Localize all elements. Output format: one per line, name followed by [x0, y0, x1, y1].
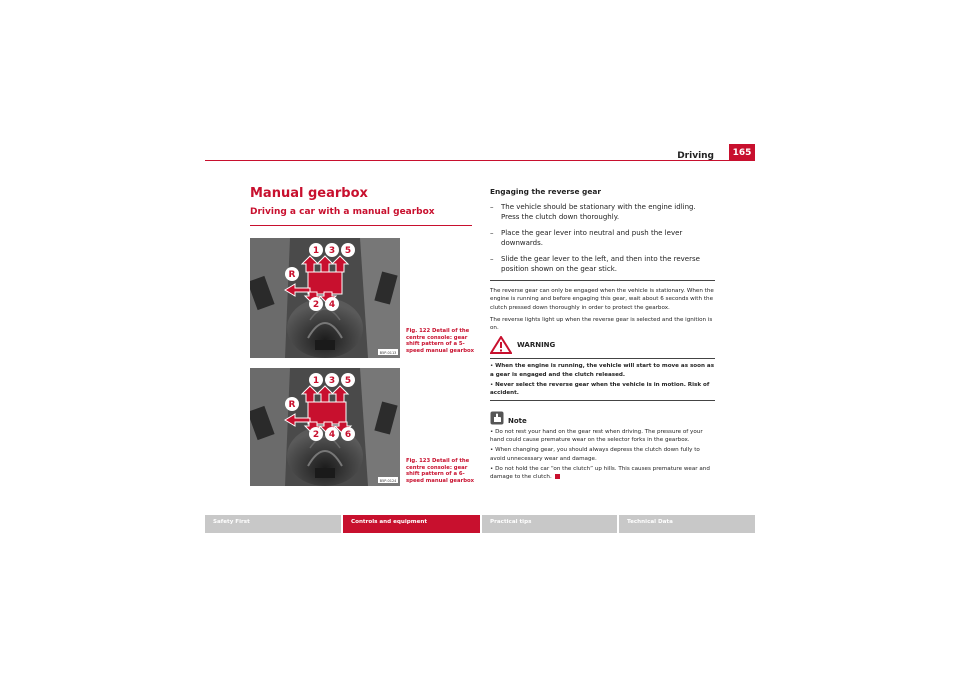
bullet-marker: •	[490, 447, 494, 454]
note-item	[490, 428, 715, 445]
warning-triangle-icon	[490, 336, 512, 354]
section-divider	[490, 280, 715, 281]
note-header	[490, 411, 715, 425]
figure-5-speed-caption: Fig. 122 Detail of the centre console: gear shift pattern of a 5-speed manual gearbox	[406, 328, 475, 354]
gear-label-1: 1	[312, 376, 320, 386]
step-dash: –	[490, 229, 494, 237]
footer-tab-safety-first[interactable]: Safety First	[205, 515, 341, 533]
body-paragraph: The reverse lights light up when the reverse gear is selected and the ignition is on.	[490, 316, 713, 332]
step-dash: –	[490, 203, 494, 211]
note-title: Note	[508, 416, 527, 425]
gear-label-3: 3	[328, 246, 336, 256]
gear-label-2: 2	[312, 300, 320, 310]
subheading-rule	[250, 225, 472, 226]
figure-code: B5P-0113	[379, 351, 397, 355]
note-text: When changing gear, you should always depress the clutch down fully to avoid unnecessary wear and damage.	[490, 447, 700, 462]
warning-item	[490, 381, 715, 398]
bullet-marker: •	[490, 363, 494, 370]
figure-6-speed-image	[250, 368, 400, 486]
footer-tab-technical-data[interactable]: Technical Data	[619, 515, 755, 533]
section-subheading: Driving a car with a manual gearbox	[250, 207, 435, 217]
warning-header	[490, 336, 715, 354]
gear-label-r: R	[288, 400, 296, 410]
warning-text: When the engine is running, the vehicle will start to move as soon as a gear is engaged and the clutch released.	[490, 363, 715, 378]
gear-label-6: 6	[344, 430, 352, 440]
footer-tab-practical-tips[interactable]: Practical tips	[482, 515, 617, 533]
page-heading: Manual gearbox	[250, 186, 368, 201]
end-of-section-marker	[555, 474, 560, 479]
gear-label-5: 5	[344, 246, 352, 256]
note-icon	[490, 411, 504, 425]
step-dash: –	[490, 255, 494, 263]
note-item	[490, 465, 715, 482]
gear-label-5: 5	[344, 376, 352, 386]
gear-label-1: 1	[312, 246, 320, 256]
body-paragraph: The reverse gear can only be engaged when the vehicle is stationary. When the engine is running and before engaging this gear, wait about 6 seconds with the clutch pressed down thoroughly in order to protect the gearbox.	[490, 288, 714, 311]
warning-rule-bottom	[490, 400, 715, 401]
note-text: Do not rest your hand on the gear rest when driving. The pressure of your hand could cause premature wear on the selector forks in the gearbox.	[490, 428, 703, 443]
reverse-gear-title: Engaging the reverse gear	[490, 187, 601, 196]
footer-tab-controls-and-equipment[interactable]: Controls and equipment	[343, 515, 480, 533]
figure-code: B5P-0124	[379, 479, 397, 483]
gear-label-r: R	[288, 270, 296, 280]
bullet-marker: •	[490, 382, 494, 389]
bullet-marker: •	[490, 465, 494, 472]
page-number: 165	[729, 144, 755, 161]
note-text: Do not hold the car “on the clutch” up hills. This causes premature wear and damage to the clutch.	[490, 465, 710, 481]
step-text: The vehicle should be stationary with the engine idling. Press the clutch down thoroughly.	[501, 203, 696, 221]
gear-label-4: 4	[328, 430, 336, 440]
step-item	[490, 228, 715, 248]
warning-item	[490, 362, 715, 379]
step-item	[490, 202, 715, 222]
figure-6-speed-caption: Fig. 123 Detail of the centre console: gear shift pattern of a 6-speed manual gearbox	[406, 458, 475, 484]
gear-label-2: 2	[312, 430, 320, 440]
gear-label-4: 4	[328, 300, 336, 310]
bullet-marker: •	[490, 428, 494, 435]
section-title: Driving	[677, 151, 714, 161]
warning-title: WARNING	[517, 341, 556, 350]
step-text: Slide the gear lever to the left, and then into the reverse position shown on the gear stick.	[501, 255, 700, 273]
note-item	[490, 446, 715, 463]
step-item	[490, 254, 715, 274]
warning-text: Never select the reverse gear when the vehicle is in motion. Risk of accident.	[490, 382, 710, 397]
figure-5-speed-image	[250, 238, 400, 358]
reverse-gear-section	[490, 187, 715, 483]
gear-label-3: 3	[328, 376, 336, 386]
step-text: Place the gear lever into neutral and push the lever downwards.	[501, 229, 683, 247]
